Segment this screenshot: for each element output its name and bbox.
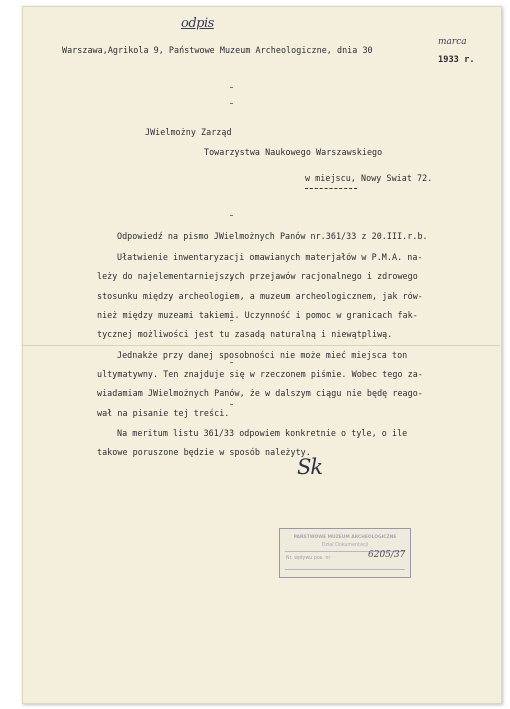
body-line: wiadamiam JWielmożnych Panów, że w dalszym ciągu nie będę reago- <box>97 388 423 398</box>
addressee-line-2: Towarzystwa Naukowego Warszawskiego <box>204 147 383 157</box>
body-line: ultymatywny. Ten znajduje się w rzeczonem piśmie. Wobec tego za- <box>97 369 423 379</box>
margin-tick <box>230 87 233 88</box>
header-year: 1933 r. <box>438 55 475 65</box>
body-line: Odpowiedź na pismo JWielmożnych Panów nr.361/33 z 20.III.r.b. <box>117 231 428 241</box>
margin-tick <box>230 103 233 104</box>
header-place-line: Warszawa,Agrikola 9, Państwowe Muzeum Archeologiczne, dnia 30 <box>62 45 373 55</box>
body-line: tycznej możliwości jest tu zasadą naturalną i niewątpliwą. <box>97 329 393 339</box>
handwritten-copy-mark: odpis <box>181 16 214 31</box>
body-line: stosunku między archeologiem, a muzeum archeologicznem, jak rów- <box>97 291 423 301</box>
body-line: wał na pisanie tej treści. <box>97 408 230 418</box>
margin-tick <box>230 362 233 363</box>
stamp-reg-number: 6205/37 <box>368 550 406 560</box>
body-line: leży do najelementarniejszych przejawów racjonalnego i zdrowego <box>97 271 418 281</box>
margin-tick <box>230 320 233 321</box>
addressee-line-1: JWielmożny Zarząd <box>145 127 232 137</box>
margin-tick <box>230 404 233 405</box>
body-line: nież między muzeami takiemi. Uczynność i pomoc w granicach fak- <box>97 310 418 320</box>
addressee-line-3: w miejscu, Nowy Swiat 72. <box>305 173 433 183</box>
paper-fold-crease <box>22 345 500 346</box>
stamp-title: PAŃSTWOWE MUZEUM ARCHEOLOGICZNE <box>293 535 397 540</box>
body-line: takowe poruszone będzie w sposób należyty. <box>97 447 311 457</box>
body-line: Jednakże przy danej sposobności nie może mieć miejsca ton <box>117 350 408 360</box>
registration-stamp <box>279 528 411 578</box>
signature: Sk <box>297 455 323 479</box>
header-month: marca <box>438 37 467 47</box>
margin-tick <box>230 215 233 216</box>
stamp-bottom-line <box>285 569 405 570</box>
stamp-reg-label: Nr. wpływu pos. nr <box>286 556 331 561</box>
addressee-underline <box>305 188 357 189</box>
stamp-department: Dział Dokumentacji <box>321 543 369 548</box>
body-line: Na meritum listu 361/33 odpowiem konkretnie o tyle, o ile <box>117 428 408 438</box>
body-line: Ułatwienie inwentaryzacji omawianych materjałów w P.M.A. na- <box>117 252 423 262</box>
